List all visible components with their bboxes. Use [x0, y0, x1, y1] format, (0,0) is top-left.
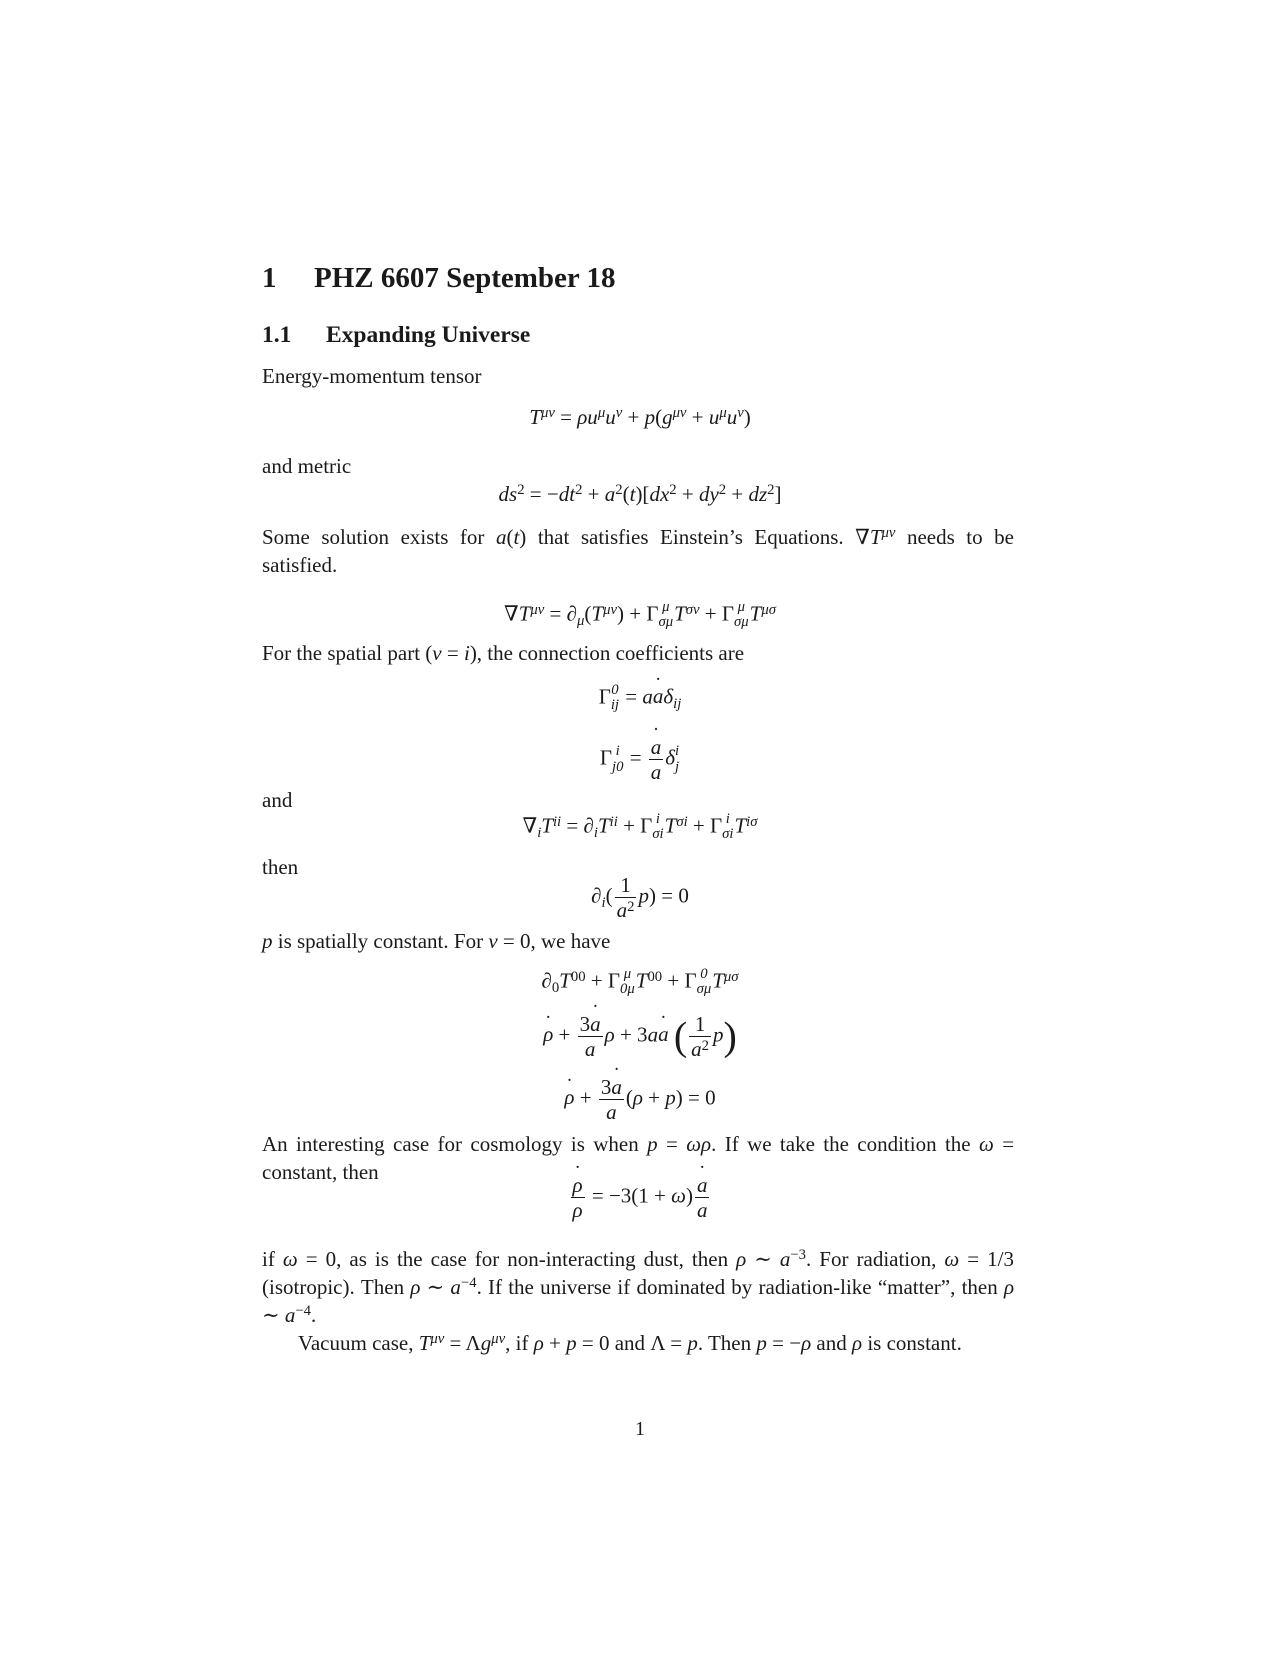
paragraph-pressure-constant: p is spatially constant. For ν = 0, we have: [262, 929, 611, 953]
equation-covariant-divergence: $\nabla T^{\mu\nu} = \partial_\mu(T^{\mu\nu}) + \Gamma$ μ σμ $T^{\sigma\nu} + \Gamma$ μ σμ $T^{\mu\sigma}$: [504, 599, 776, 631]
equation-stress-energy-tensor: $T^{\mu\nu} = \rho u^\mu u^\nu + p(g^{\mu\nu} + u^\mu u^\nu)$: [529, 405, 751, 429]
text-span: is constant.: [867, 1331, 962, 1355]
paragraph-equation-of-state: An interesting case for cosmology is when p = ωρ. If we take the condition the ω = constant, then: [262, 1132, 1015, 1184]
text-span: if: [262, 1247, 275, 1271]
equation-frw-metric: $ds^2 = -dt^2 + a^2(t)[dx^2 + dy^2 + dz^2]$: [498, 482, 782, 506]
text-span: and: [614, 1331, 646, 1355]
text-span: . If we take the condition the: [711, 1132, 971, 1156]
text-span: (isotropic). Then: [262, 1275, 405, 1299]
text-span: and: [262, 788, 293, 812]
text-span: Vacuum case,: [298, 1331, 414, 1355]
text-span: ), the connection coefficients are: [469, 641, 745, 665]
paragraph-einstein-solution: Some solution exists for a(t) that satisfies Einstein’s Equations. $\nabla T^{\mu\nu}$ needs to be satisfied.: [262, 525, 1014, 577]
equation-pressure-gradient: $\partial_i$( $\frac{1}{a^2}$ p) = 0: [591, 873, 689, 923]
equation-continuity: ρ ˙ + $\frac{3a ˙}{a}$ (ρ + p) = 0: [0, 1075, 1280, 1124]
text-span: and metric: [262, 454, 352, 478]
text-span: constant, then: [262, 1160, 379, 1184]
subsection-title: Expanding Universe: [326, 322, 531, 348]
subsection-heading: [262, 322, 530, 349]
page-number: 1: [635, 1418, 645, 1440]
section-heading: [262, 262, 616, 295]
text-span: For the spatial part (: [262, 641, 433, 665]
text-span: Energy-momentum tensor: [262, 364, 482, 388]
text-span: , if: [505, 1331, 529, 1355]
text-span: and: [816, 1331, 847, 1355]
text-span: is spatially constant. For: [277, 929, 484, 953]
paragraph-dust-radiation: if ω = 0, as is the case for non-interacting dust, then ρ ∼ $a^{-3}$. For radiation, ω = 1/3 (isotropic). Then ρ ∼ $a^{-4}$. If the universe if dominated by radiation-like “matter”, then ρ ∼ $a^{-4}$.: [262, 1247, 1015, 1327]
text-span: An interesting case for cosmology is when: [262, 1132, 639, 1156]
equation-density-evolution: $\frac{\rho ˙}{\rho}$ = −3(1 + ω) $\frac{a ˙}{a}$: [0, 1173, 1280, 1222]
equation-time-component: $\partial_0T^{00} + \Gamma$ μ 0μ $T^{00} + \Gamma$ 0 σμ $T^{\mu\sigma}$: [541, 966, 739, 998]
equation-continuity-expanded: ρ ˙ + $\frac{3a ˙}{a}$ ρ + 3aa ˙ ( $\frac{1}{a^2}$ p): [0, 1012, 1280, 1061]
text-span: , we have: [530, 929, 611, 953]
paragraph-energy-momentum: [262, 362, 1014, 390]
paragraph-vacuum-case: Vacuum case, $T^{\mu\nu} = \Lambda g^{\mu\nu}$, if ρ + p = 0 and Λ = p. Then p = −ρ and ρ is constant.: [298, 1331, 962, 1355]
equation-spatial-divergence: $\nabla_iT^{ii} = \partial_iT^{ii} + \Gamma$ i σi $T^{\sigma i} + \Gamma$ i σi $T^{i\sigma}$: [522, 811, 758, 843]
paragraph-and: [262, 786, 1014, 814]
text-span: . For radiation,: [806, 1247, 937, 1271]
paragraph-and-metric: [262, 452, 1014, 480]
text-span: that satisfies Einstein’s Equations.: [537, 525, 844, 549]
text-span: , as is the case for non-interacting dust, then: [336, 1247, 729, 1271]
paragraph-spatial-part: For the spatial part (ν = i), the connection coefficients are: [262, 641, 745, 665]
text-span: needs to be satisfied.: [262, 525, 1014, 577]
text-span: . Then: [697, 1331, 752, 1355]
subsection-number: 1.1: [262, 322, 292, 348]
text-span: . If the universe if dominated by radiation-like “matter”, then: [476, 1275, 998, 1299]
section-number: 1: [262, 262, 277, 294]
text-span: then: [262, 855, 299, 879]
equation-christoffel-0ij: Γ 0 ij = aa $˙\delta_{ij}$: [0, 683, 1280, 714]
text-span: Some solution exists for: [262, 525, 485, 549]
section-title: PHZ 6607 September 18: [314, 262, 616, 294]
equation-christoffel-ij0: Γ i j0 = $\frac{a ˙}{a}$ δ i j: [0, 735, 1280, 784]
